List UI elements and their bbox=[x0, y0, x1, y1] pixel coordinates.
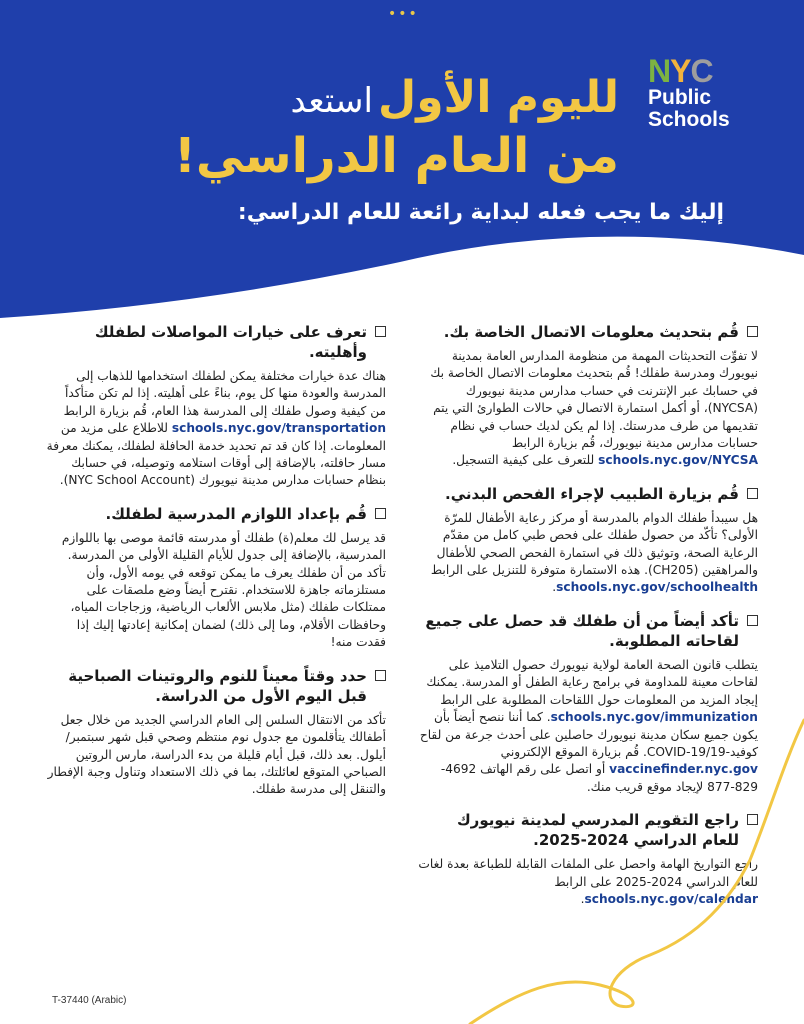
section-body: راجع التواريخ الهامة واحصل على الملفات القابلة للطباعة بعدة لغات للعام الدراسي 2024-2025 على الرابط schools.nyc.gov/calendar. bbox=[418, 857, 758, 906]
section-title: قُم بتحديث معلومات الاتصال الخاصة بك. bbox=[443, 323, 739, 341]
section-body: هناك عدة خيارات مختلفة يمكن لطفلك استخدامها للذهاب إلى المدرسة والعودة منها كل يوم، بناءً على أهليته. إذا لم تكن متأكداً من كيفية وصول طفلك إلى المدرسة هذا العام، قُم بزيارة الرابط schools.nyc.gov/transportation للاطلاع على مزيد من المعلومات. إذا كان قد تم تحديد خدمة الحافلة لطفلك، يمكنك معرفة مسار حافلته، بالإضافة إلى أوقات استلامه وتوصيله، في حسابك بنظام حسابات مدارس مدينة نيويورك (NYC School Account). bbox=[46, 369, 386, 488]
section-sleep bbox=[46, 666, 386, 799]
section-body: لا تفوِّت التحديثات المهمة من منظومة المدارس العامة بمدينة نيويورك ومدرسة طفلك! قُم بتحديث معلومات الاتصال الخاصة بك في حسابك عبر الإنترنت في حساب مدارس مدينة نيويورك (NYCSA)، أو أكمل استمارة الاتصال في حالات الطوارئ التي يتم تقديمها من طرف مدرستك. إذا لم يكن لديك حساب في نظام حسابات مدارس مدينة نيويورك، قُم بزيارة الرابط schools.nyc.gov/NYCSA للتعرف على كيفية التسجيل. bbox=[430, 349, 758, 468]
section-body: قد يرسل لك معلم(ة) طفلك أو مدرسته قائمة موصى بها باللوازم المدرسية، بالإضافة إلى جدول للأيام القليلة الأولى من المدرسة. تأكد من أن طفلك يعرف ما يمكن توقعه في يومه الأول، وأن مستلزماته جاهزة للاستخدام. نقترح أيضاً وضع ملصقات على ممتلكات طفلك (مثل ملابس الألعاب الرياضية، وزجاجات المياه، وحافظات الأقلام، وما إلى ذلك) لضمان إمكانية إعادتها إليك إذا فقدت منه! bbox=[61, 530, 386, 650]
nyc-public-schools-logo bbox=[648, 55, 758, 131]
section-title: راجع التقويم المدرسي لمدينة نيويورك للعام الدراسي 2024-2025. bbox=[456, 811, 739, 850]
section-body: تأكد من الانتقال السلس إلى العام الدراسي الجديد من خلال جعل أطفالك يتأقلمون مع جدول نوم منتظم وصحي قبل شهر سبتمبر/ أيلول. بعد ذلك، قبل أيام قليلة من بدء الدراسة، مارس الروتين الصباحي المتوقع لعائلتك، بما في ذلك الاستعداد وتناول وجبة الإفطار والتنقل إلى مدرسة طفلك. bbox=[47, 712, 386, 797]
right-column bbox=[418, 322, 758, 922]
section-body: يتطلب قانون الصحة العامة لولاية نيويورك حصول التلاميذ على لقاحات معينة للمداومة في برامج رعاية الطفل أو المدرسة. يمكنك إيجاد المزيد من المعلومات حول اللقاحات المطلوبة على الرابط schools.nyc.gov/immunization. كما أننا ننصح أيضاً بأن يكون جميع سكان مدينة نيويورك حاصلين على أحدث جرعة من لقاح كوفيد-COVID-19/19. قُم بزيارة الموقع الإلكتروني vaccinefinder.nyc.gov أو اتصل على رقم الهاتف 4692-829-877 لإيجاد موقع قريب منك. bbox=[419, 657, 758, 794]
link-immunization[interactable]: schools.nyc.gov/immunization bbox=[550, 710, 758, 725]
checkbox-icon[interactable] bbox=[747, 326, 758, 337]
checkbox-icon[interactable] bbox=[747, 488, 758, 499]
left-column bbox=[46, 322, 386, 813]
checkbox-icon[interactable] bbox=[375, 508, 386, 519]
link-nycsa[interactable]: schools.nyc.gov/NYCSA bbox=[598, 453, 758, 468]
section-transport bbox=[46, 322, 386, 490]
section-calendar bbox=[418, 810, 758, 908]
section-body: هل سيبدأ طفلك الدوام بالمدرسة أو مركز رعاية الأطفال للمرّة الأولى؟ تأكّد من حصول طفلك على فحص طبي كامل من مقدّم الرعاية الصحة، وتوثيق ذلك في استمارة الفحص الصحي للأطفال والمراهقين (CH205). هذه الاستمارة متوفرة للتنزيل على الرابط schools.nyc.gov/schoolhealth. bbox=[430, 510, 758, 595]
section-vaccines bbox=[418, 611, 758, 796]
headline-subtitle: إليك ما يجب فعله لبداية رائعة للعام الدراسي: bbox=[237, 200, 724, 225]
logo-line-public: Public bbox=[648, 86, 712, 109]
checkbox-icon[interactable] bbox=[375, 326, 386, 337]
checkbox-icon[interactable] bbox=[375, 670, 386, 681]
section-title: قُم بزيارة الطبيب لإجراء الفحص البدني. bbox=[445, 484, 739, 503]
section-contact bbox=[418, 322, 758, 470]
headline-line-2: من العام الدراسي! bbox=[173, 128, 619, 184]
link-transportation[interactable]: schools.nyc.gov/transportation bbox=[171, 421, 386, 436]
headline-prefix: استعد bbox=[290, 81, 373, 121]
checkbox-icon[interactable] bbox=[747, 615, 758, 626]
section-title: حدد وقتاً معيناً للنوم والروتينات الصباحية قبل اليوم الأول من الدراسة. bbox=[68, 666, 367, 705]
logo-line-schools: Schools bbox=[648, 108, 730, 131]
section-title: تأكد أيضاً من أن طفلك قد حصل على جميع لقاحاته المطلوبة. bbox=[425, 611, 739, 650]
section-title: تعرف على خيارات المواصلات لطفلك وأهليته. bbox=[94, 323, 367, 361]
top-dots: ••• bbox=[388, 6, 419, 22]
link-calendar[interactable]: schools.nyc.gov/calendar bbox=[584, 891, 758, 906]
section-doctor bbox=[418, 484, 758, 597]
nyc-logo-mark: NYC bbox=[648, 53, 713, 89]
checkbox-icon[interactable] bbox=[747, 814, 758, 825]
link-schoolhealth[interactable]: schools.nyc.gov/schoolhealth bbox=[556, 580, 758, 595]
headline-title-part1: لليوم الأول bbox=[378, 72, 619, 123]
document-code: T-37440 (Arabic) bbox=[52, 995, 127, 1006]
section-title: قُم بإعداد اللوازم المدرسية لطفلك. bbox=[105, 504, 367, 523]
link-vaccinefinder[interactable]: vaccinefinder.nyc.gov bbox=[609, 762, 758, 777]
headline-line-1 bbox=[280, 72, 619, 123]
section-supplies bbox=[46, 504, 386, 652]
